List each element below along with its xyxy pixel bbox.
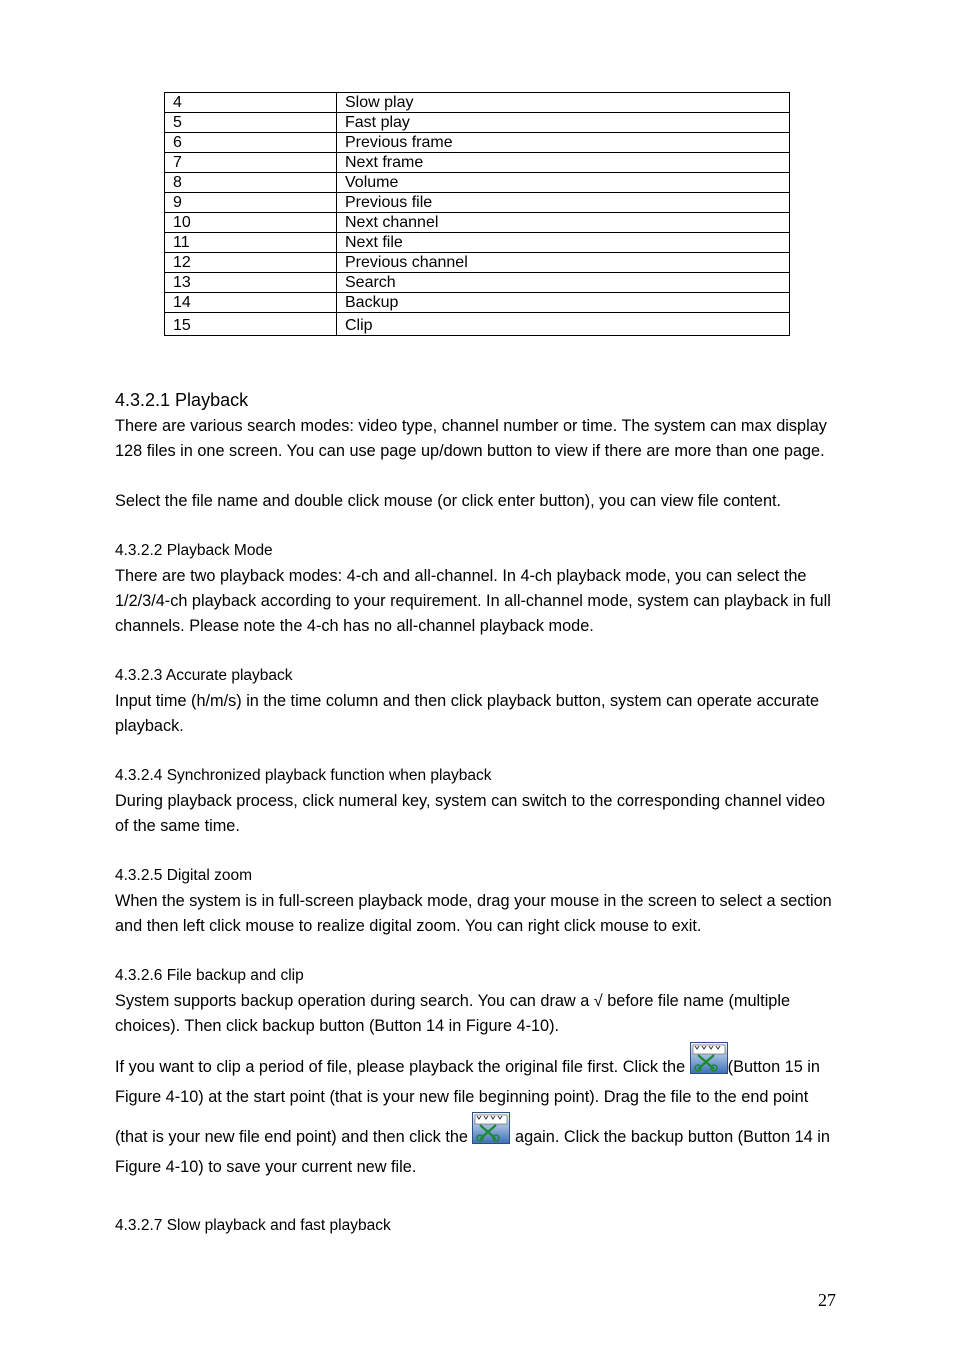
- button-number-cell: 9: [165, 193, 337, 213]
- section-heading-digital-zoom: 4.3.2.5 Digital zoom: [115, 867, 252, 884]
- table-row: [165, 253, 790, 273]
- clip-scissors-icon: [472, 1112, 510, 1144]
- button-name-cell: Previous file: [337, 193, 790, 213]
- table-row: [165, 313, 790, 336]
- button-name-cell: Slow play: [337, 93, 790, 113]
- table-row: [165, 93, 790, 113]
- section-heading-file-backup-clip: 4.3.2.6 File backup and clip: [115, 967, 304, 984]
- button-number-cell: 8: [165, 173, 337, 193]
- button-name-cell: Fast play: [337, 113, 790, 133]
- table-row: [165, 293, 790, 313]
- button-name-cell: Previous frame: [337, 133, 790, 153]
- button-number-cell: 7: [165, 153, 337, 173]
- table-row: [165, 193, 790, 213]
- section-heading-playback-mode: 4.3.2.2 Playback Mode: [115, 542, 273, 559]
- button-name-cell: Previous channel: [337, 253, 790, 273]
- clip-text-part-1: If you want to clip a period of file, please playback the original file first. Click the: [115, 1058, 690, 1076]
- button-number-cell: 6: [165, 133, 337, 153]
- section-heading-slow-fast-playback: 4.3.2.7 Slow playback and fast playback: [115, 1217, 391, 1234]
- paragraph-synchronized-playback: During playback process, click numeral key, system can switch to the corresponding channel video of the same time.: [115, 792, 826, 835]
- paragraph-playback-select: Select the file name and double click mouse (or click enter button), you can view file content.: [115, 492, 782, 510]
- button-number-cell: 14: [165, 293, 337, 313]
- table-row: [165, 233, 790, 253]
- paragraph-file-clip: [115, 1042, 840, 1182]
- section-heading-synchronized-playback: 4.3.2.4 Synchronized playback function when playback: [115, 767, 492, 784]
- button-name-cell: Next frame: [337, 153, 790, 173]
- table-row: [165, 213, 790, 233]
- paragraph-digital-zoom: When the system is in full-screen playback mode, drag your mouse in the screen to select a section and then left click mouse to realize digital zoom. You can right click mouse to exit.: [115, 892, 832, 935]
- paragraph-file-backup: System supports backup operation during search. You can draw a √ before file name (multiple choices). Then click backup button (Button 14 in Figure 4-10).: [115, 992, 791, 1035]
- paragraph-playback-mode: There are two playback modes: 4-ch and all-channel. In 4-ch playback mode, you can select the 1/2/3/4-ch playback according to your requirement. In all-channel mode, system can playback in full channels. Please note the 4-ch has no all-channel playback mode.: [115, 567, 831, 635]
- table-row: [165, 173, 790, 193]
- button-name-cell: Clip: [337, 313, 790, 336]
- clip-text-part-2: (Button 15 in Figure 4-10) at the start point (that is your new file beginning point). Drag the file to the end point (that is your new file end point) and then click the: [115, 1058, 820, 1146]
- section-heading-playback: 4.3.2.1 Playback: [115, 390, 249, 410]
- table-row: [165, 113, 790, 133]
- table-row: [165, 133, 790, 153]
- paragraph-accurate-playback: Input time (h/m/s) in the time column and then click playback button, system can operate accurate playback.: [115, 692, 820, 735]
- clip-scissors-icon: [690, 1042, 728, 1074]
- button-name-cell: Volume: [337, 173, 790, 193]
- paragraph-playback-intro: There are various search modes: video type, channel number or time. The system can max display 128 files in one screen. You can use page up/down button to view if there are more than one page.: [115, 417, 827, 460]
- button-number-cell: 12: [165, 253, 337, 273]
- button-name-cell: Next channel: [337, 213, 790, 233]
- button-name-cell: Next file: [337, 233, 790, 253]
- page-number: 27: [818, 1290, 836, 1310]
- button-number-cell: 13: [165, 273, 337, 293]
- clip-text-part-3: again. Click the backup button (Button 14 in Figure 4-10) to save your current new file.: [115, 1128, 830, 1176]
- button-number-cell: 15: [165, 313, 337, 336]
- button-number-cell: 11: [165, 233, 337, 253]
- section-heading-accurate-playback: 4.3.2.3 Accurate playback: [115, 667, 293, 684]
- button-name-cell: Backup: [337, 293, 790, 313]
- button-name-cell: Search: [337, 273, 790, 293]
- button-table: [164, 92, 790, 336]
- table-row: [165, 273, 790, 293]
- button-number-cell: 10: [165, 213, 337, 233]
- button-number-cell: 4: [165, 93, 337, 113]
- table-row: [165, 153, 790, 173]
- button-number-cell: 5: [165, 113, 337, 133]
